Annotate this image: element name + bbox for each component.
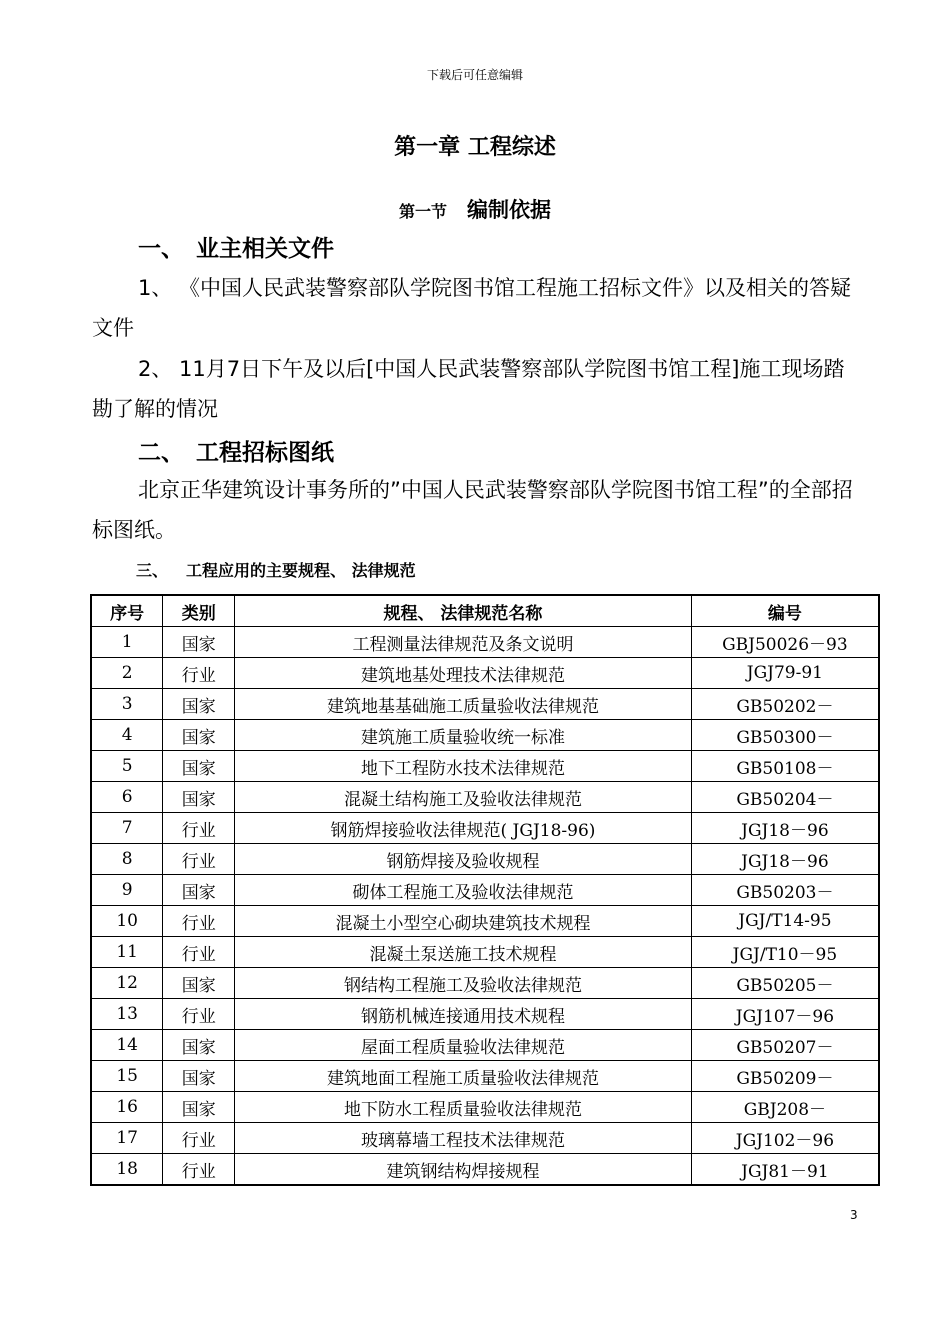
heading-part-1-title: 业主相关文件: [196, 236, 334, 262]
cell-name: 钢筋机械连接通用技术规程: [235, 999, 692, 1030]
section-title: 编制依据: [467, 198, 551, 222]
section-number: 第一节: [398, 202, 447, 221]
cell-category: 国家: [163, 689, 235, 720]
cell-category: 国家: [163, 720, 235, 751]
cell-index: 2: [91, 658, 163, 689]
section-heading: [0, 194, 950, 224]
heading-part-2-title: 工程招标图纸: [196, 440, 334, 466]
cell-name: 屋面工程质量验收法律规范: [235, 1030, 692, 1061]
cell-category: 国家: [163, 627, 235, 658]
paragraph-3: 北京正华建筑设计事务所的”中国人民武装警察部队学院图书馆工程”的全部招标图纸。: [92, 478, 853, 542]
cell-category: 行业: [163, 937, 235, 968]
table-row: [91, 1092, 879, 1123]
cell-category: 行业: [163, 658, 235, 689]
cell-category: 国家: [163, 968, 235, 999]
cell-code: JGJ18－96: [691, 844, 879, 875]
table-row: [91, 813, 879, 844]
cell-index: 5: [91, 751, 163, 782]
cell-category: 国家: [163, 875, 235, 906]
cell-name: 建筑地面工程施工质量验收法律规范: [235, 1061, 692, 1092]
cell-name: 砌体工程施工及验收法律规范: [235, 875, 692, 906]
table-row: [91, 937, 879, 968]
cell-code: GBJ208－: [691, 1092, 879, 1123]
cell-code: GB50300－: [691, 720, 879, 751]
cell-code: JGJ107－96: [691, 999, 879, 1030]
cell-category: 行业: [163, 999, 235, 1030]
cell-code: GB50202－: [691, 689, 879, 720]
cell-name: 地下工程防水技术法律规范: [235, 751, 692, 782]
cell-name: 建筑地基处理技术法律规范: [235, 658, 692, 689]
cell-category: 行业: [163, 906, 235, 937]
cell-category: 国家: [163, 1030, 235, 1061]
cell-code: JGJ79-91: [691, 658, 879, 689]
table-row: [91, 689, 879, 720]
cell-name: 工程测量法律规范及条文说明: [235, 627, 692, 658]
table-header-row: [91, 595, 879, 627]
cell-index: 11: [91, 937, 163, 968]
paragraph-1: 1、 《中国人民武装警察部队学院图书馆工程施工招标文件》以及相关的答疑文件: [92, 276, 852, 340]
cell-index: 10: [91, 906, 163, 937]
cell-category: 国家: [163, 1061, 235, 1092]
table-row: [91, 1061, 879, 1092]
cell-index: 12: [91, 968, 163, 999]
cell-code: JGJ/T14-95: [691, 906, 879, 937]
cell-code: JGJ102－96: [691, 1123, 879, 1154]
column-header-name: 规程、 法律规范名称: [235, 595, 692, 627]
page-header-note: 下载后可任意编辑: [426, 68, 523, 82]
cell-index: 15: [91, 1061, 163, 1092]
cell-code: GB50207－: [691, 1030, 879, 1061]
cell-category: 国家: [163, 782, 235, 813]
cell-name: 钢筋焊接验收法律规范( JGJ18-96): [235, 813, 692, 844]
cell-category: 行业: [163, 844, 235, 875]
heading-part-3-title: 工程应用的主要规程、 法律规范: [186, 561, 416, 580]
column-header-code: 编号: [691, 595, 879, 627]
cell-code: GB50108－: [691, 751, 879, 782]
cell-name: 钢结构工程施工及验收法律规范: [235, 968, 692, 999]
cell-index: 1: [91, 627, 163, 658]
column-header-index: 序号: [91, 595, 163, 627]
table-row: [91, 627, 879, 658]
table-row: [91, 658, 879, 689]
heading-part-3: [136, 558, 416, 581]
cell-name: 混凝土泵送施工技术规程: [235, 937, 692, 968]
cell-category: 行业: [163, 1154, 235, 1186]
cell-index: 17: [91, 1123, 163, 1154]
table-row: [91, 1154, 879, 1186]
cell-code: JGJ18－96: [691, 813, 879, 844]
cell-category: 行业: [163, 1123, 235, 1154]
table-row: [91, 844, 879, 875]
cell-code: GBJ50026－93: [691, 627, 879, 658]
standards-table: [90, 594, 880, 1186]
cell-index: 18: [91, 1154, 163, 1186]
heading-part-2: [138, 434, 334, 467]
cell-code: GB50209－: [691, 1061, 879, 1092]
heading-part-2-number: 二、: [138, 440, 184, 466]
heading-part-3-number: 三、: [136, 561, 169, 580]
cell-index: 7: [91, 813, 163, 844]
heading-part-1: [138, 230, 334, 263]
table-row: [91, 906, 879, 937]
cell-name: 混凝土小型空心砌块建筑技术规程: [235, 906, 692, 937]
page-number: 3: [850, 1208, 858, 1222]
cell-index: 8: [91, 844, 163, 875]
cell-name: 玻璃幕墙工程技术法律规范: [235, 1123, 692, 1154]
cell-index: 3: [91, 689, 163, 720]
table-row: [91, 720, 879, 751]
cell-index: 13: [91, 999, 163, 1030]
cell-code: GB50203－: [691, 875, 879, 906]
table-row: [91, 1030, 879, 1061]
heading-part-1-number: 一、: [138, 236, 184, 262]
cell-name: 建筑施工质量验收统一标准: [235, 720, 692, 751]
cell-name: 混凝土结构施工及验收法律规范: [235, 782, 692, 813]
cell-code: JGJ/T10－95: [691, 937, 879, 968]
cell-code: GB50204－: [691, 782, 879, 813]
cell-code: JGJ81－91: [691, 1154, 879, 1186]
table-row: [91, 782, 879, 813]
cell-category: 国家: [163, 751, 235, 782]
cell-code: GB50205－: [691, 968, 879, 999]
cell-index: 4: [91, 720, 163, 751]
cell-index: 9: [91, 875, 163, 906]
cell-category: 行业: [163, 813, 235, 844]
column-header-category: 类别: [163, 595, 235, 627]
table-row: [91, 999, 879, 1030]
table-row: [91, 751, 879, 782]
table-row: [91, 875, 879, 906]
cell-index: 6: [91, 782, 163, 813]
cell-name: 钢筋焊接及验收规程: [235, 844, 692, 875]
cell-category: 国家: [163, 1092, 235, 1123]
cell-index: 14: [91, 1030, 163, 1061]
cell-name: 地下防水工程质量验收法律规范: [235, 1092, 692, 1123]
cell-name: 建筑地基基础施工质量验收法律规范: [235, 689, 692, 720]
cell-name: 建筑钢结构焊接规程: [235, 1154, 692, 1186]
table-row: [91, 1123, 879, 1154]
paragraph-2: 2、 11月7日下午及以后[中国人民武装警察部队学院图书馆工程]施工现场踏勘了解的情况: [92, 357, 845, 421]
table-row: [91, 968, 879, 999]
chapter-title: 第一章 工程综述: [394, 135, 556, 160]
cell-index: 16: [91, 1092, 163, 1123]
